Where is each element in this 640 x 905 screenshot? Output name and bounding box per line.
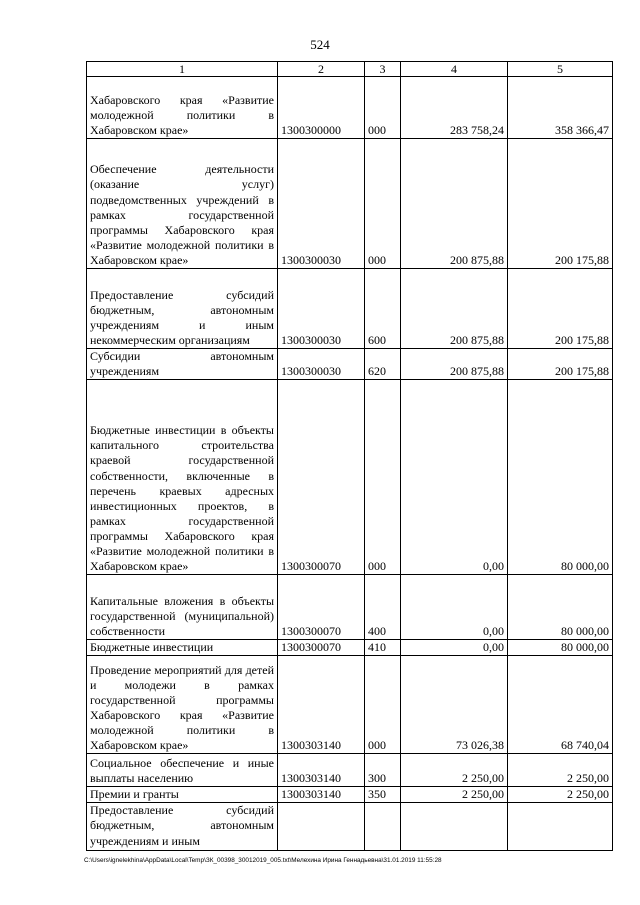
row-value2-cell: 68 740,04 [508,656,613,754]
table-row [87,349,613,380]
row-value1-cell: 200 875,88 [401,269,508,349]
row-name-cell: Бюджетные инвестиции [87,640,278,656]
row-type-cell: 300 [365,754,401,787]
row-type-cell: 600 [365,269,401,349]
row-code-cell: 1300300070 [278,640,365,656]
row-value2-cell [508,803,613,851]
row-value2-cell: 80 000,00 [508,380,613,575]
column-header: 1 [87,62,278,77]
file-path-footer: C:\Users\ignelekhina\AppData\Local\Temp\ЗК_00398_30012019_005.txt\Мелехина Ирина Геннадьевна\31.01.2019 11:55:28 [84,857,442,864]
table-row [87,575,613,640]
budget-table [86,61,613,851]
column-header: 4 [401,62,508,77]
row-type-cell: 000 [365,380,401,575]
row-value1-cell: 2 250,00 [401,787,508,803]
row-value2-cell: 200 175,88 [508,269,613,349]
row-value1-cell: 200 875,88 [401,349,508,380]
row-name-cell: Премии и гранты [87,787,278,803]
row-value1-cell: 0,00 [401,380,508,575]
row-type-cell: 410 [365,640,401,656]
row-value2-cell: 200 175,88 [508,349,613,380]
page-number: 524 [310,37,330,52]
row-name-cell: Предоставление субсидий бюджетным, автономным учреждениям и иным некоммерческим организациям [87,269,278,349]
table-row [87,803,613,851]
table-header-row [87,62,613,77]
row-type-cell: 000 [365,139,401,269]
table-row [87,656,613,754]
row-type-cell [365,803,401,851]
row-code-cell [278,803,365,851]
row-value2-cell: 80 000,00 [508,575,613,640]
row-name-cell: Проведение мероприятий для детей и молодежи в рамках государственной программы Хабаровского края «Развитие молодежной политики в Хабаровском крае» [87,656,278,754]
row-value1-cell [401,803,508,851]
row-name-cell: Бюджетные инвестиции в объекты капитального строительства краевой государственной собственности, включенные в перечень краевых адресных инвестиционных проектов, в рамках государственной программы Хабаровского края «Развитие молодежной политики в Хабаровском крае» [87,380,278,575]
row-code-cell: 1300303140 [278,754,365,787]
table-row [87,754,613,787]
row-name-cell: Социальное обеспечение и иные выплаты населению [87,754,278,787]
row-type-cell: 620 [365,349,401,380]
column-header: 2 [278,62,365,77]
row-value1-cell: 73 026,38 [401,656,508,754]
row-code-cell: 1300300070 [278,575,365,640]
row-value1-cell: 200 875,88 [401,139,508,269]
row-name-cell: Хабаровского края «Развитие молодежной политики в Хабаровском крае» [87,77,278,139]
row-code-cell: 1300300030 [278,139,365,269]
row-value1-cell: 283 758,24 [401,77,508,139]
row-code-cell: 1300300030 [278,349,365,380]
table-row [87,77,613,139]
row-value1-cell: 0,00 [401,575,508,640]
row-type-cell: 000 [365,656,401,754]
row-name-cell: Обеспечение деятельности (оказание услуг) подведомственных учреждений в рамках государственной программы Хабаровского края «Развитие молодежной политики в Хабаровском крае» [87,139,278,269]
table-row [87,380,613,575]
column-header: 3 [365,62,401,77]
row-value2-cell: 200 175,88 [508,139,613,269]
row-value2-cell: 80 000,00 [508,640,613,656]
row-code-cell: 1300300070 [278,380,365,575]
row-value1-cell: 0,00 [401,640,508,656]
row-code-cell: 1300300000 [278,77,365,139]
row-name-cell: Капитальные вложения в объекты государственной (муниципальной) собственности [87,575,278,640]
row-value1-cell: 2 250,00 [401,754,508,787]
table-row [87,787,613,803]
table-row [87,139,613,269]
row-value2-cell: 2 250,00 [508,754,613,787]
row-code-cell: 1300300030 [278,269,365,349]
row-type-cell: 350 [365,787,401,803]
column-header: 5 [508,62,613,77]
row-name-cell: Предоставление субсидий бюджетным, автономным учреждениям и иным [87,803,278,851]
row-name-cell: Субсидии автономным учреждениям [87,349,278,380]
row-type-cell: 400 [365,575,401,640]
row-code-cell: 1300303140 [278,656,365,754]
row-code-cell: 1300303140 [278,787,365,803]
row-value2-cell: 2 250,00 [508,787,613,803]
row-type-cell: 000 [365,77,401,139]
table-row [87,640,613,656]
row-value2-cell: 358 366,47 [508,77,613,139]
table-row [87,269,613,349]
